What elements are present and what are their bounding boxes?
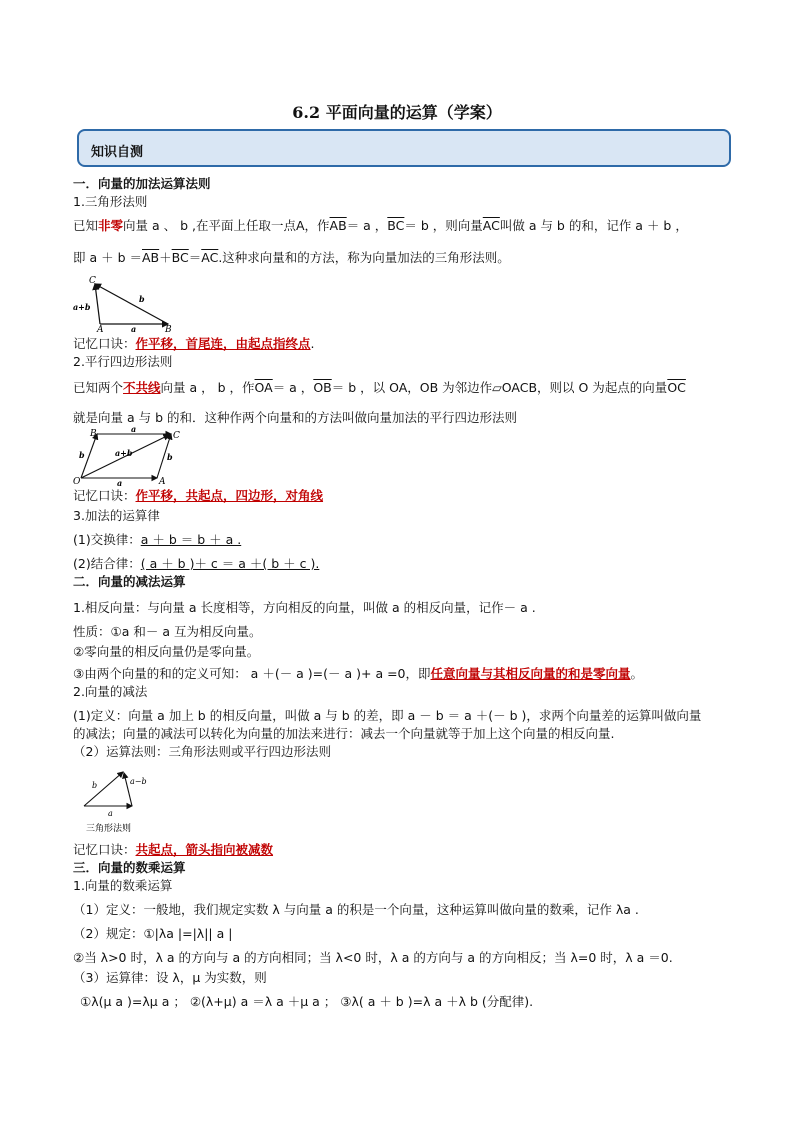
- fig2-label-o: O: [73, 477, 81, 486]
- s2-sub2: 2.向量的减法: [73, 684, 148, 699]
- memo3: 记忆口诀：共起点，箭头指向被减数: [73, 842, 274, 857]
- fig2-label-c: C: [173, 431, 180, 441]
- fig2-label-b-left: b: [79, 450, 85, 460]
- s3-line3: ②当 λ>0 时，λ a 的方向与 a 的方向相同；当 λ<0 时，λ a 的方向与 a 的方向相反；当 λ=0 时，λ a ＝0.: [73, 950, 673, 965]
- memo2: 记忆口诀：作平移，共起点，四边形，对角线: [73, 488, 324, 503]
- fig1-label-a: A: [97, 325, 104, 334]
- subtraction-figure: [80, 766, 160, 836]
- parallelogram-figure: [73, 426, 185, 486]
- fig2-label-ab: a+b: [115, 448, 133, 458]
- s1-line1: 已知非零向量 a 、 b ,在平面上任取一点A，作$\overline{AB}= a$ ，$\overline{BC}= b$ ，则向量$\overline{AC}$叫做 a 与 b 的和，记作 a ＋ b ，: [73, 218, 688, 233]
- s2-line7: （2）运算法则：三角形法则或平行四边形法则: [73, 744, 331, 759]
- s1-sub1: 1.三角形法则: [73, 194, 148, 209]
- fig3-caption: 三角形法则: [86, 824, 132, 834]
- s2-line2: 性质：①a 和－ a 互为相反向量。: [73, 624, 262, 639]
- fig1-label-avec: a: [131, 324, 137, 334]
- fig2-label-b: B: [90, 429, 97, 439]
- fig2-label-a-bot: a: [117, 478, 123, 486]
- s1-line2: 即 $a + b =\overline{AB}+\overline{BC}=\overline{AC}$.这种求向量和的方法，称为向量加法的三角形法则。: [73, 250, 510, 265]
- page-title: 6.2 平面向量的运算（学案）: [292, 103, 502, 122]
- fig1-label-b: B: [165, 325, 172, 334]
- s1-line3: 已知两个不共线向量 a ， b ，作$\overline{OA}= a$ ，$\overline{OB}= b$ ，以 OA，OB 为邻边作▱OACB，则以 O 为起点的向量$\overline{OC}$: [73, 380, 686, 395]
- s1-line4: 就是向量 a 与 b 的和．这种作两个向量和的方法叫做向量加法的平行四边形法则: [73, 410, 517, 425]
- s3-heading: 三．向量的数乘运算: [73, 860, 186, 875]
- fig3-label-amb: a−b: [130, 777, 147, 786]
- s2-line6: 的减法；向量的减法可以转化为向量的加法来进行：减去一个向量就等于加上这个向量的相反向量.: [73, 726, 615, 741]
- s3-line5: ①λ(μ a )=λμ a ； ②(λ+μ) a ＝λ a ＋μ a ； ③λ( a ＋ b )=λ a ＋λ b (分配律).: [80, 994, 534, 1009]
- s2-heading: 二．向量的减法运算: [73, 574, 186, 589]
- s3-sub1: 1.向量的数乘运算: [73, 878, 173, 893]
- fig1-label-ab: a+b: [73, 302, 91, 312]
- s3-line4: （3）运算律：设 λ，μ 为实数，则: [73, 970, 267, 985]
- s3-line2: （2）规定：①|λa |=|λ|| a |: [73, 926, 233, 941]
- s2-line4: ③由两个向量的和的定义可知： a ＋(－ a )=(－ a )+ a =0，即任意向量与其相反向量的和是零向量。: [73, 666, 644, 681]
- fig3-label-a: a: [108, 809, 113, 818]
- fig2-label-a-top: a: [131, 426, 137, 434]
- section-banner: [77, 129, 731, 167]
- law-associative: (2)结合律：( a ＋ b )＋ c ＝ a ＋( b ＋ c ).: [73, 556, 320, 571]
- memo1: 记忆口诀：作平移，首尾连，由起点指终点.: [73, 336, 315, 351]
- s1-heading: 一．向量的加法运算法则: [73, 176, 211, 191]
- s2-line3: ②零向量的相反向量仍是零向量。: [73, 644, 260, 659]
- s2-line5: (1)定义：向量 a 加上 b 的相反向量，叫做 a 与 b 的差，即 a － b ＝ a ＋(－ b )，求两个向量差的运算叫做向量: [73, 708, 702, 723]
- fig3-label-b: b: [92, 781, 98, 790]
- s1-sub2: 2.平行四边形法则: [73, 354, 173, 369]
- fig1-label-c: C: [89, 276, 96, 286]
- fig2-label-b-right: b: [167, 452, 173, 462]
- fig2-label-a: A: [159, 477, 166, 486]
- s3-line1: （1）定义：一般地，我们规定实数 λ 与向量 a 的积是一个向量，这种运算叫做向量的数乘，记作 λa .: [73, 902, 639, 917]
- fig1-label-bvec: b: [139, 294, 145, 304]
- triangle-rule-figure: [73, 274, 183, 334]
- s1-sub3: 3.加法的运算律: [73, 508, 160, 523]
- banner-label: 知识自测: [91, 145, 144, 160]
- s2-line1: 1.相反向量：与向量 a 长度相等，方向相反的向量，叫做 a 的相反向量，记作－ a .: [73, 600, 536, 615]
- law-commutative: (1)交换律：a ＋ b ＝ b ＋ a .: [73, 532, 242, 547]
